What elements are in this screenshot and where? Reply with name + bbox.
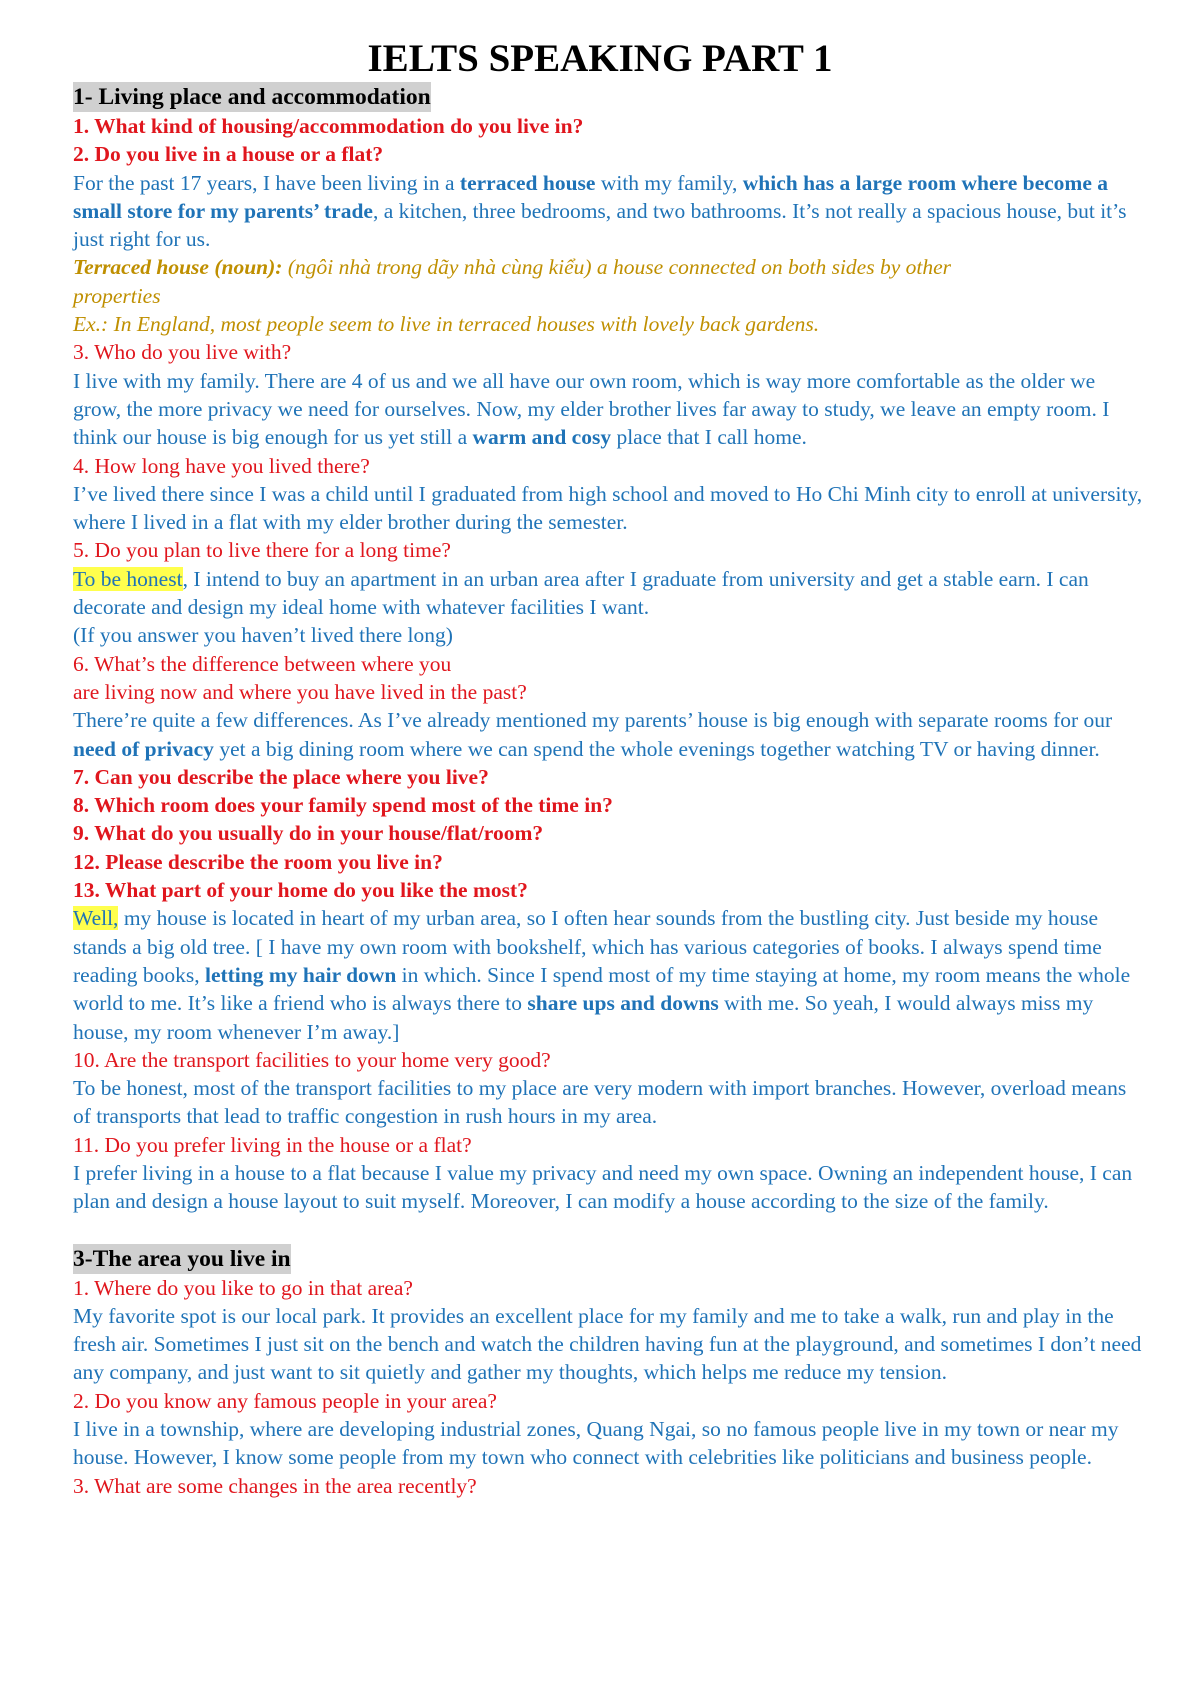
area-answer-1: My favorite spot is our local park. It provides an excellent place for my family and me to take a walk, run and play in the fresh air. Sometimes I just sit on the bench and watch the children having fun at the playground, and sometimes I don’t need any company, and just want to sit quietly and gather my thoughts, which helps me reduce my tension. bbox=[73, 1303, 1142, 1385]
question-1: 1. What kind of housing/accommodation do you live in? bbox=[73, 114, 584, 138]
question-6-line-2: are living now and where you have lived in the past? bbox=[73, 679, 527, 704]
question-13: 13. What part of your home do you like the most? bbox=[73, 878, 528, 903]
area-question-3: 3. What are some changes in the area recently? bbox=[73, 1473, 477, 1498]
answer-note: (If you answer you haven’t lived there long) bbox=[73, 623, 453, 648]
question-3: 3. Who do you live with? bbox=[73, 340, 292, 365]
vocabulary-example: Ex.: In England, most people seem to live in terraced houses with lovely back gardens. bbox=[73, 312, 820, 337]
answer-11: I prefer living in a house to a flat because I value my privacy and need my own space. Owning an independent house, I can plan and design a house layout to suit myself. Moreover, I can modify a house according to the size of the family. bbox=[73, 1160, 1133, 1214]
question-10: 10. Are the transport facilities to your home very good? bbox=[73, 1047, 551, 1072]
vocabulary-definition: Terraced house (noun): (ngôi nhà trong dãy nhà cùng kiểu) a house connected on both sides by other properties bbox=[73, 255, 952, 308]
answer-4: I’ve lived there since I was a child until I graduated from high school and moved to Ho Chi Minh city to enroll at university, where I lived in a flat with my elder brother during the semester. bbox=[73, 481, 1143, 535]
answer-3: I live with my family. There are 4 of us and we all have our own room, which is way more comfortable as the older we grow, the more privacy we need for ourselves. Now, my elder brother lives far away to study, we leave an empty room. I think our house is big enough for us yet still a warm and cosy place that I call home. bbox=[73, 368, 1110, 450]
section-spacer bbox=[73, 1216, 1143, 1244]
page-title: IELTS SPEAKING PART 1 bbox=[367, 37, 833, 80]
section-heading-area: 3-The area you live in bbox=[73, 1245, 291, 1272]
highlight-to-be-honest: To be honest bbox=[73, 566, 183, 591]
answer-13: Well, my house is located in heart of my urban area, so I often hear sounds from the bustling city. Just beside my house stands a big old tree. [ I have my own room with bookshelf, which has various categories of books. I always spend time reading books, letting my hair down in which. Since I spend most of my time staying at home, my room means the whole world to me. It’s like a friend who is always there to share ups and downs with me. So yeah, I would always miss my house, my room whenever I’m away.] bbox=[73, 906, 1131, 1044]
question-6-line-1: 6. What’s the difference between where you bbox=[73, 651, 452, 676]
question-2: 2. Do you live in a house or a flat? bbox=[73, 142, 384, 167]
answer-6: There’re quite a few differences. As I’ve already mentioned my parents’ house is big enough with separate rooms for our need of privacy yet a big dining room where we can spend the whole evenings together watching TV or having dinner. bbox=[73, 708, 1113, 761]
document-body bbox=[73, 36, 1143, 1500]
question-8: 8. Which room does your family spend most of the time in? bbox=[73, 793, 613, 818]
highlight-well: Well, bbox=[73, 906, 119, 931]
question-9: 9. What do you usually do in your house/flat/room? bbox=[73, 821, 544, 846]
area-question-2: 2. Do you know any famous people in your area? bbox=[73, 1388, 497, 1413]
question-11: 11. Do you prefer living in the house or a flat? bbox=[73, 1132, 472, 1157]
answer-2: For the past 17 years, I have been living in a terraced house with my family, which has a large room where become a small store for my parents’ trade, a kitchen, three bedrooms, and two bathrooms. It’s not really a spacious house, but it’s just right for us. bbox=[73, 170, 1127, 252]
question-7: 7. Can you describe the place where you live? bbox=[73, 764, 489, 789]
question-12: 12. Please describe the room you live in? bbox=[73, 849, 443, 874]
area-answer-2: I live in a township, where are developing industrial zones, Quang Ngai, so no famous people live in my town or near my house. However, I know some people from my town who connect with celebrities like politicians and business people. bbox=[73, 1417, 1119, 1470]
section-heading-accommodation: 1- Living place and accommodation bbox=[73, 84, 431, 110]
question-4: 4. How long have you lived there? bbox=[73, 453, 370, 478]
answer-10: To be honest, most of the transport facilities to my place are very modern with import branches. However, overload means of transports that lead to traffic congestion in rush hours in my area. bbox=[73, 1076, 1127, 1129]
answer-5: To be honest, I intend to buy an apartment in an urban area after I graduate from university and get a stable earn. I can decorate and design my ideal home with whatever facilities I want. bbox=[73, 566, 1089, 620]
area-question-1: 1. Where do you like to go in that area? bbox=[73, 1275, 413, 1300]
question-5: 5. Do you plan to live there for a long time? bbox=[73, 538, 451, 563]
